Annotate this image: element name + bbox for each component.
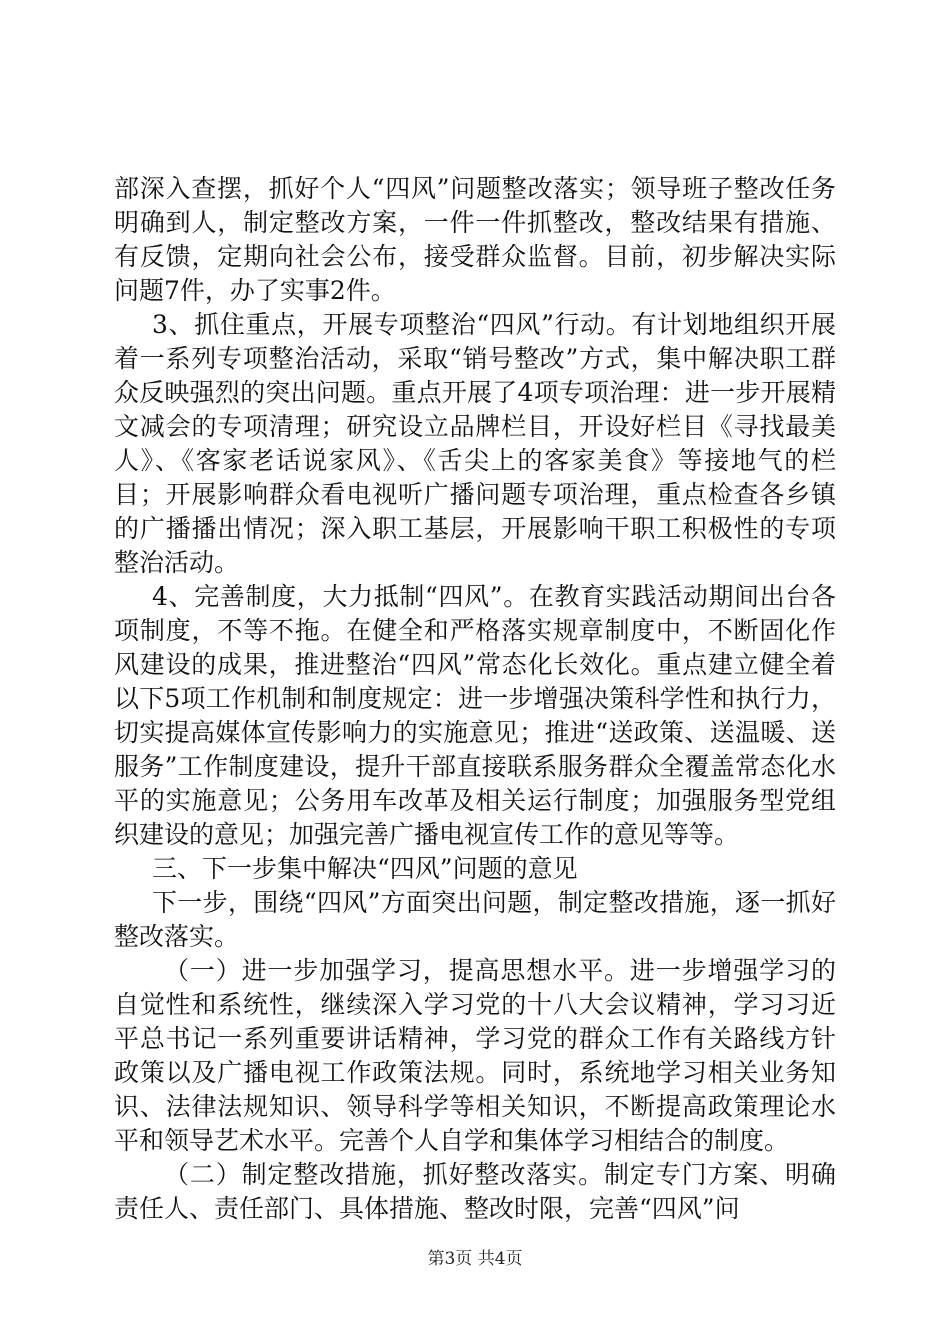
document-body (114, 172, 836, 1226)
paragraph-continuation: 部深入查摆，抓好个人“四风”问题整改落实；领导班子整改任务明确到人，制定整改方案，一件一件抓整改，整改结果有措施、有反馈，定期向社会公布，接受群众监督。目前，初步解决实际问题7件，办了实事2件。 (114, 174, 836, 305)
page-number-footer: 第3页 共4页 (427, 1249, 523, 1269)
section-heading-three: 三、下一步集中解决“四风”问题的意见 (152, 854, 578, 883)
paragraph-sub-two: （二）制定整改措施，抓好整改落实。制定专门方案、明确责任人、责任部门、具体措施、整改时限，完善“四风”问 (114, 1160, 836, 1223)
paragraph-next-step: 下一步，围绕“四风”方面突出问题，制定整改措施，逐一抓好整改落实。 (114, 888, 836, 951)
paragraph-sub-one: （一）进一步加强学习，提高思想水平。进一步增强学习的自觉性和系统性，继续深入学习党的十八大会议精神，学习习近平总书记一系列重要讲话精神，学习党的群众工作有关路线方针政策以及广播电视工作政策法规。同时，系统地学习相关业务知识、法律法规知识、领导科学等相关知识，不断提高政策理论水平和领导艺术水平。完善个人自学和集体学习相结合的制度。 (114, 956, 836, 1155)
paragraph-item-3: 3、抓住重点，开展专项整治“四风”行动。有计划地组织开展着一系列专项整治活动，采取“销号整改”方式，集中解决职工群众反映强烈的突出问题。重点开展了4项专项治理：进一步开展精文减会的专项清理；研究设立品牌栏目，开设好栏目《寻找最美人》、《客家老话说家风》、《舌尖上的客家美食》等接地气的栏目；开展影响群众看电视听广播问题专项治理，重点检查各乡镇的广播播出情况；深入职工基层，开展影响干职工积极性的专项整治活动。 (114, 310, 836, 577)
paragraph-item-4: 4、完善制度，大力抵制“四风”。在教育实践活动期间出台各项制度，不等不拖。在健全和严格落实规章制度中，不断固化作风建设的成果，推进整治“四风”常态化长效化。重点建立健全着以下5项工作机制和制度规定：进一步增强决策科学性和执行力，切实提高媒体宣传影响力的实施意见；推进“送政策、送温暖、送服务”工作制度建设，提升干部直接联系服务群众全覆盖常态化水平的实施意见；公务用车改革及相关运行制度；加强服务型党组织建设的意见；加强完善广播电视宣传工作的意见等等。 (114, 582, 836, 849)
